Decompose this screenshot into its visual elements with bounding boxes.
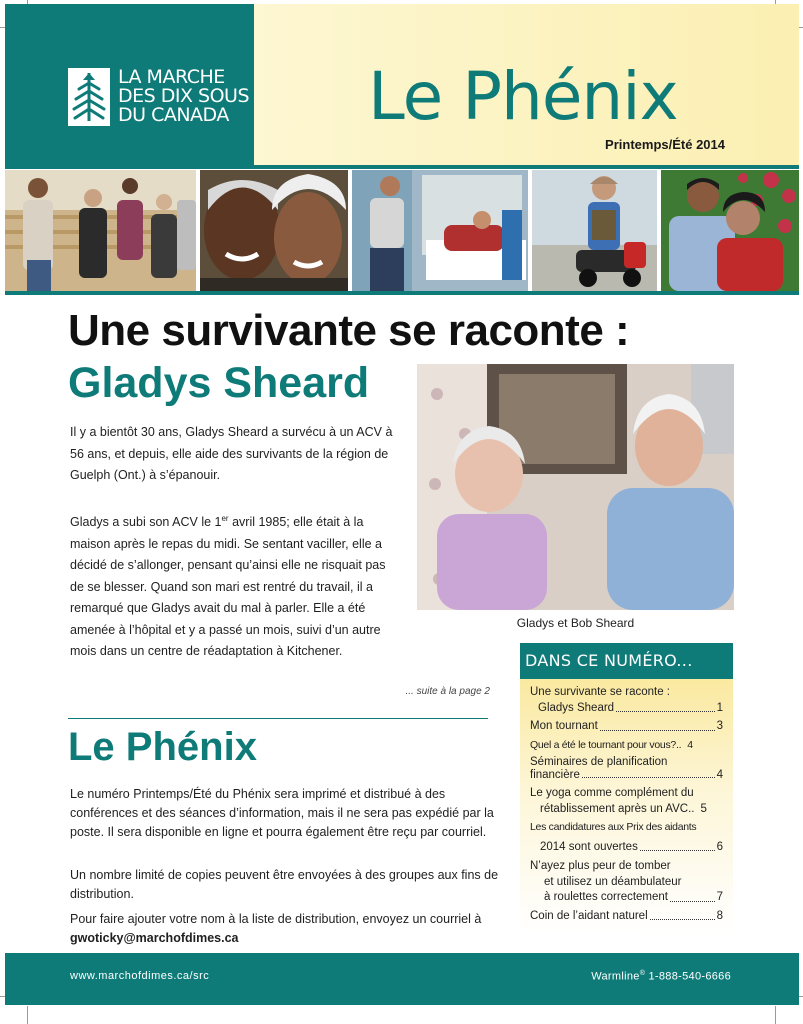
toc-heading: DANS CE NUMÉRO... — [520, 643, 733, 679]
toc-item[interactable] — [530, 769, 723, 782]
photo-mobility-scooter — [532, 170, 657, 291]
toc-page-number: 4 — [716, 769, 723, 781]
warmline-label: Warmline — [591, 970, 640, 983]
registered-mark: ® — [639, 970, 646, 977]
toc-item-text[interactable]: Le yoga comme complément du — [530, 787, 694, 799]
leader-dots — [600, 730, 715, 731]
toc-page-number: 6 — [716, 840, 723, 853]
warmline-number — [591, 970, 731, 983]
leader-dots — [640, 850, 715, 851]
toc-item[interactable] — [530, 802, 723, 818]
crop-mark — [27, 1006, 28, 1024]
footer-bar — [5, 953, 799, 1005]
paragraph-text: avril 1985; elle était à la maison après le repas du midi. Se sentant vaciller, elle a décidé de s’allonger, pensant qu’ainsi elle ne risquait pas de se blesser. Quand son mari est rentré du travail, il a remarqué que Gladys avait du mal à parler. Elle a été amenée à l’hôpital et y a passé un mois, suivi d’un autre mois dans un centre de réadaptation à Kitchener. — [70, 515, 386, 659]
org-name-line: LA MARCHE — [118, 66, 225, 88]
toc-item-title: Quel a été le tournant pour vous?.. — [530, 738, 682, 751]
toc-item-title: rétablissement après un AVC.. — [540, 802, 695, 815]
org-logo — [68, 68, 249, 126]
toc-item-title: Coin de l’aidant naturel — [530, 909, 648, 922]
article-subhead: Gladys Sheard — [68, 359, 370, 407]
toc-item[interactable] — [530, 909, 723, 925]
section-paragraph — [70, 910, 510, 948]
paragraph-text: Pour faire ajouter votre nom à la liste de distribution, envoyez un courriel à — [70, 912, 482, 926]
toc-page-number: 4 — [687, 738, 693, 751]
toc-item-title: financière — [530, 769, 580, 781]
website-link[interactable]: www.marchofdimes.ca/src — [70, 970, 210, 982]
section-paragraph: Un nombre limité de copies peuvent être envoyées à des groupes aux fins de distribution. — [70, 868, 499, 901]
article-paragraph — [70, 508, 400, 663]
photo-caption: Gladys et Bob Sheard — [516, 616, 635, 630]
toc-item-title: Gladys Sheard — [538, 701, 615, 714]
leader-dots — [650, 919, 715, 920]
warmline-phone: 1-888-540-6666 — [645, 970, 731, 983]
photo-couple-flowers — [661, 170, 799, 291]
email-link[interactable]: gwoticky@marchofdimes.ca — [70, 931, 239, 945]
article-headline: Une survivante se raconte : — [68, 306, 630, 355]
tree-icon — [68, 68, 110, 126]
photo-smiling-couple — [200, 170, 348, 291]
toc-item[interactable] — [530, 738, 723, 754]
org-name-line: DES DIX SOUS — [118, 85, 250, 107]
leader-dots — [670, 901, 715, 902]
toc-item-title: Mon tournant — [530, 720, 598, 732]
toc-page-number: 7 — [716, 891, 723, 903]
toc-item-text[interactable]: et utilisez un déambulateur — [544, 875, 682, 888]
newsletter-title: Le Phénix — [368, 58, 678, 135]
toc-item[interactable] — [530, 840, 723, 856]
toc-item-title: 2014 sont ouvertes — [540, 840, 638, 853]
toc-item[interactable] — [530, 890, 723, 906]
issue-date: Printemps/Été 2014 — [605, 137, 725, 152]
section-title: Le Phénix — [68, 725, 257, 769]
section-paragraph: Le numéro Printemps/Été du Phénix sera imprimé et distribué à des conférences et des séances d’information, mais il ne sera pas expédié par la poste. Il sera disponible en ligne et pourra également être reçu par courriel. — [70, 787, 494, 839]
toc-item-text[interactable]: Les candidatures aux Prix des aidants — [530, 821, 697, 833]
photo-hospital-visit — [352, 170, 528, 291]
divider — [68, 718, 488, 719]
org-name-line: DU CANADA — [118, 104, 229, 126]
toc-item-text[interactable]: Séminaires de planification — [530, 756, 668, 768]
toc-page-number: 8 — [716, 909, 723, 922]
continued-link[interactable]: ... suite à la page 2 — [405, 686, 490, 697]
toc-page-number: 5 — [700, 802, 707, 815]
toc-item[interactable] — [530, 719, 723, 735]
photo-tai-chi-class — [5, 170, 196, 291]
photo-gladys-and-bob — [417, 364, 734, 610]
toc-item-text[interactable]: Une survivante se raconte : — [530, 686, 670, 698]
table-of-contents — [520, 679, 733, 934]
toc-item[interactable] — [530, 701, 723, 717]
paragraph-text: Gladys a subi son ACV le 1 — [70, 515, 222, 530]
toc-item-text[interactable]: N’ayez plus peur de tomber — [530, 860, 671, 872]
ordinal-suffix: er — [221, 514, 229, 523]
toc-page-number: 1 — [716, 701, 723, 714]
divider — [5, 291, 799, 295]
leader-dots — [582, 777, 715, 778]
divider — [5, 165, 799, 169]
article-paragraph: Il y a bientôt 30 ans, Gladys Sheard a survécu à un ACV à 56 ans, et depuis, elle aide des survivants de la région de Guelph (Ont.) à s’épanouir. — [70, 425, 393, 482]
toc-page-number: 3 — [716, 720, 723, 732]
crop-mark — [775, 1006, 776, 1024]
toc-item-title: à roulettes correctement — [544, 891, 669, 903]
leader-dots — [616, 711, 715, 712]
